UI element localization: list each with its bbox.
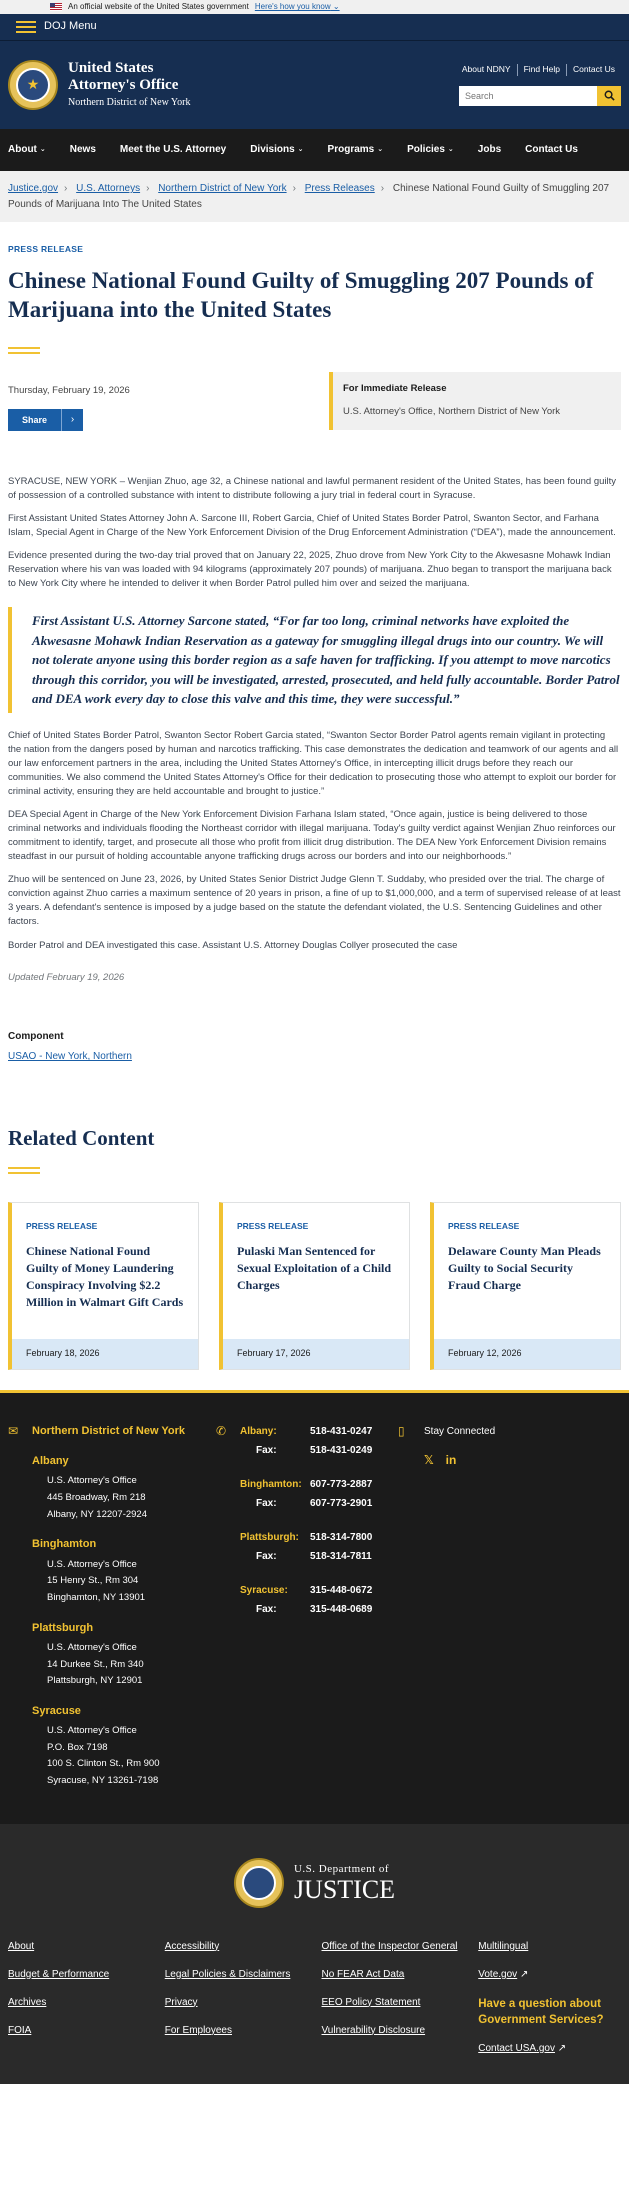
- breadcrumb-us-attorneys[interactable]: U.S. Attorneys: [76, 183, 141, 194]
- doj-menu-label: DOJ Menu: [44, 20, 97, 33]
- office-name: Syracuse: [32, 1704, 81, 1717]
- footer-links: [8, 1940, 621, 2056]
- phone-group: Albany: 518-431-0247 Fax: 518-431-0249: [240, 1423, 372, 1460]
- chevron-down-icon: ⌄: [447, 146, 454, 154]
- government-services-question: Have a question about Government Services?: [478, 1997, 604, 2026]
- hamburger-icon: [16, 21, 36, 33]
- phone-icon: ✆: [216, 1424, 227, 1439]
- card-date: February 12, 2026: [434, 1339, 620, 1369]
- stay-connected: Stay Connected: [424, 1425, 496, 1437]
- main-nav: [0, 129, 629, 171]
- component-label: Component: [8, 1030, 64, 1042]
- page-title: Chinese National Found Guilty of Smuggling 207 Pounds of Marijuana into the United States: [8, 267, 594, 323]
- heres-how-you-know-link[interactable]: Here's how you know ⌄: [254, 2, 340, 12]
- dept-line-1: U.S. Department of: [293, 1863, 390, 1876]
- article-paragraph: Chief of United States Border Patrol, Swanton Sector Robert Garcia stated, “Swanton Sector Border Patrol agents remain vigilant in protecting the nation from the dangers posed by human and narcotics trafficking. This case demonstrates the dedication and teamwork of our agents and all our law enforcement partners in the area, including the United States Attorney's Office, in intercepting illicit drugs before they reach our communities. We also commend the United States Attorney's Office for their dedication to prosecuting those who attempt to exploit our border for criminal activity, ensuring they are held accountable and brought to justice.”: [8, 729, 619, 798]
- release-office: U.S. Attorney's Office, Northern District of New York: [343, 406, 561, 418]
- nav-about[interactable]: About ⌄: [8, 144, 46, 155]
- footer-link[interactable]: About: [8, 1940, 35, 1952]
- office-block: Plattsburgh U.S. Attorney's Office 14 Durkee St., Rm 340 Plattsburgh, NY 12901: [32, 1621, 216, 1690]
- footer-link[interactable]: EEO Policy Statement: [321, 1996, 421, 2008]
- breadcrumb-press-releases[interactable]: Press Releases: [304, 183, 375, 194]
- footer-district: Northern District of New York: [32, 1424, 186, 1437]
- article-paragraph: Evidence presented during the two-day trial proved that on January 22, 2025, Zhuo drove from New York City to the Akwesasne Mohawk Indian Reservation where his van was loaded with 94 kilograms (approximately 207 pounds) of marijuana. Zhuo began to transport the marijuana back to New York City where he intended to deliver it when Border Patrol pulled him over and seized the marijuana.: [8, 550, 612, 590]
- gold-divider: [8, 347, 40, 354]
- phone-group: Binghamton: 607-773-2887 Fax: 607-773-2901: [240, 1476, 372, 1513]
- breadcrumb-ndny[interactable]: Northern District of New York: [158, 183, 287, 194]
- related-cards: [8, 1202, 621, 1370]
- chevron-right-icon: ›: [146, 183, 150, 194]
- office-name: Binghamton: [32, 1538, 97, 1551]
- article-date: Thursday, February 19, 2026: [8, 384, 130, 396]
- footer-link[interactable]: FOIA: [8, 2024, 32, 2036]
- site-footer: [0, 1390, 629, 1823]
- office-name: Albany: [32, 1455, 69, 1468]
- brand-line-2: Attorney's Office: [68, 77, 179, 93]
- x-twitter-icon[interactable]: 𝕏: [424, 1453, 434, 1468]
- mobile-icon: ▯: [398, 1424, 405, 1439]
- article-paragraph: SYRACUSE, NEW YORK – Wenjian Zhuo, age 32, a Chinese national and lawful permanent resident of the United States, has been found guilty of possession of a controlled substance with intent to distribute following a jury trial in federal court in Syracuse.: [8, 476, 616, 502]
- footer-link[interactable]: No FEAR Act Data: [321, 1968, 405, 1980]
- card-title[interactable]: Pulaski Man Sentenced for Sexual Exploitation of a Child Charges: [237, 1244, 392, 1292]
- related-card[interactable]: [8, 1202, 199, 1370]
- phone-number[interactable]: 315-448-0672: [310, 1585, 373, 1597]
- article-paragraph: Border Patrol and DEA investigated this case. Assistant U.S. Attorney Douglas Collyer prosecuted the case: [8, 939, 458, 951]
- card-title[interactable]: Chinese National Found Guilty of Money Laundering Conspiracy Involving $2.2 Million in Walmart Gift Cards: [26, 1244, 184, 1309]
- nav-programs[interactable]: Programs ⌄: [327, 144, 384, 155]
- card-title[interactable]: Delaware County Man Pleads Guilty to Social Security Fraud Charge: [448, 1244, 601, 1292]
- us-flag-icon: [50, 3, 62, 11]
- external-link-icon: ↗: [557, 2042, 567, 2054]
- bottom-footer: [0, 1824, 629, 2084]
- footer-link[interactable]: Office of the Inspector General: [321, 1940, 458, 1952]
- breadcrumb-justice[interactable]: Justice.gov: [8, 183, 59, 194]
- doj-seal-icon: [234, 1858, 284, 1908]
- related-card[interactable]: [430, 1202, 621, 1370]
- card-date: February 18, 2026: [12, 1339, 198, 1369]
- office-block: Binghamton U.S. Attorney's Office 15 Henry St., Rm 304 Binghamton, NY 13901: [32, 1537, 216, 1606]
- footer-link[interactable]: Accessibility: [164, 1940, 220, 1952]
- nav-news[interactable]: News: [69, 144, 96, 155]
- doj-seal-icon: ★: [8, 60, 58, 110]
- doj-menu-button[interactable]: [0, 14, 629, 41]
- article-paragraph: Zhuo will be sentenced on June 23, 2026, by United States Senior District Judge Glenn T. Suddaby, who presided over the trial. The charge of conviction against Zhuo carries a maximum sentence of 20 years in prison, a fine of up to $1,000,000, and a term of supervised release of at least 3 years. A defendant's sentence is imposed by a judge based on the statute the defendant violated, the U.S. Sentencing Guidelines and other factors.: [8, 874, 621, 928]
- site-header: [0, 41, 629, 129]
- office-block: Syracuse U.S. Attorney's Office P.O. Box 7198 100 S. Clinton St., Rm 900 Syracuse, NY 13261-7198: [32, 1704, 216, 1790]
- component-link[interactable]: USAO - New York, Northern: [8, 1050, 132, 1062]
- search-icon: [604, 90, 615, 101]
- doj-logo[interactable]: [8, 1858, 621, 1908]
- brand-line-3: Northern District of New York: [68, 97, 191, 109]
- chevron-right-icon: ›: [64, 183, 68, 194]
- search-button[interactable]: [597, 86, 621, 106]
- chevron-right-icon: ›: [61, 409, 83, 431]
- office-name: Plattsburgh: [32, 1621, 94, 1634]
- chevron-right-icon: ›: [380, 183, 385, 194]
- envelope-icon: ✉: [8, 1424, 19, 1439]
- external-link-icon: ↗: [519, 1968, 529, 1980]
- phone-number[interactable]: 518-431-0247: [310, 1426, 373, 1438]
- footer-link[interactable]: Archives: [8, 1996, 47, 2008]
- contact-us-link[interactable]: Contact Us: [566, 64, 621, 76]
- find-help-link[interactable]: Find Help: [517, 64, 566, 76]
- dept-line-2: JUSTICE: [293, 1875, 396, 1905]
- chevron-right-icon: ›: [292, 183, 296, 194]
- utility-links: [456, 64, 621, 76]
- gov-banner: [0, 0, 629, 14]
- release-title: For Immediate Release: [343, 382, 447, 394]
- nav-policies[interactable]: Policies ⌄: [407, 144, 454, 155]
- article-pullquote: First Assistant U.S. Attorney Sarcone stated, “For far too long, criminal networks have exploited the Akwesasne Mohawk Indian Reservation as a gateway for smuggling illegal drugs into our country. We will not tolerate anyone using this border region as a safe haven for trafficking. If you attempt to move narcotics through this corridor, you will be investigated, arrested, prosecuted, and held fully accountable. Border Patrol and DEA work every day to close this valve and this time, they were successful.”: [8, 607, 621, 713]
- nav-meet-us-attorney[interactable]: Meet the U.S. Attorney: [119, 144, 227, 155]
- related-heading: Related Content: [8, 1125, 155, 1150]
- chevron-down-icon: ⌄: [297, 146, 304, 154]
- brand-line-1: United States: [68, 59, 154, 76]
- footer-link[interactable]: Legal Policies & Disclaimers: [164, 1968, 291, 1980]
- breadcrumb: [0, 171, 629, 222]
- phone-group: Plattsburgh: 518-314-7800 Fax: 518-314-7811: [240, 1529, 372, 1566]
- share-button[interactable]: [8, 409, 83, 431]
- article-eyebrow: PRESS RELEASE: [8, 244, 84, 254]
- card-eyebrow: PRESS RELEASE: [26, 1221, 98, 1232]
- nav-contact-us[interactable]: Contact Us: [525, 144, 578, 155]
- article-body: [8, 475, 621, 952]
- contact-usa-gov-link[interactable]: Contact USA.gov: [478, 2042, 555, 2054]
- footer-link[interactable]: Budget & Performance: [8, 1968, 110, 1980]
- related-card[interactable]: [219, 1202, 410, 1370]
- chevron-down-icon: ⌄: [39, 146, 46, 154]
- search-form: [459, 86, 621, 106]
- updated-date: Updated February 19, 2026: [8, 971, 125, 983]
- gold-divider: [8, 1167, 40, 1174]
- share-label: Share: [8, 409, 61, 431]
- footer-link[interactable]: For Employees: [164, 2024, 232, 2036]
- phone-number[interactable]: 518-314-7800: [310, 1532, 373, 1544]
- footer-link[interactable]: Vote.gov: [478, 1968, 518, 1980]
- card-eyebrow: PRESS RELEASE: [448, 1221, 520, 1232]
- office-block: Albany U.S. Attorney's Office 445 Broadway, Rm 218 Albany, NY 12207-2924: [32, 1454, 216, 1523]
- search-input[interactable]: [459, 86, 597, 106]
- phone-group: Syracuse: 315-448-0672 Fax: 315-448-0689: [240, 1582, 372, 1619]
- phone-number[interactable]: 607-773-2887: [310, 1479, 373, 1491]
- card-eyebrow: PRESS RELEASE: [237, 1221, 309, 1232]
- footer-link[interactable]: Multilingual: [478, 1940, 529, 1952]
- gov-banner-text: An official website of the United States government: [68, 2, 249, 12]
- nav-jobs[interactable]: Jobs: [477, 144, 502, 155]
- nav-divisions[interactable]: Divisions ⌄: [250, 144, 304, 155]
- chevron-down-icon: ⌄: [377, 146, 384, 154]
- card-date: February 17, 2026: [223, 1339, 409, 1369]
- breadcrumb-current: Chinese National Found Guilty of Smuggling 207 Pounds of Marijuana Into The United States: [8, 183, 610, 210]
- article-paragraph: DEA Special Agent in Charge of the New York Enforcement Division Farhana Islam stated, “Once again, justice is being delivered to those criminal networks and individuals flooding the Northeast corridor with illegal marijuana. Today's guilty verdict against Wenjian Zhuo reinforces our commitment to identify, target, and prosecute all those who profit from illicit drug distribution. The DEA New York Enforcement Division remains steadfast in our pursuit of holding accountable anyone trafficking drugs across our borders and into our neighborhoods.”: [8, 809, 616, 863]
- footer-link[interactable]: Vulnerability Disclosure: [321, 2024, 426, 2036]
- linkedin-icon[interactable]: in: [445, 1453, 457, 1468]
- footer-link[interactable]: Privacy: [164, 1996, 198, 2008]
- release-box: [329, 372, 621, 430]
- about-ndny-link[interactable]: About NDNY: [461, 64, 511, 75]
- site-brand[interactable]: [8, 60, 191, 111]
- article-paragraph: First Assistant United States Attorney John A. Sarcone III, Robert Garcia, Chief of United States Border Patrol, Swanton Sector, and Farhana Islam, Special Agent in Charge of the New York Enforcement Division of the Drug Enforcement Administration (“DEA”), made the announcement.: [8, 513, 616, 539]
